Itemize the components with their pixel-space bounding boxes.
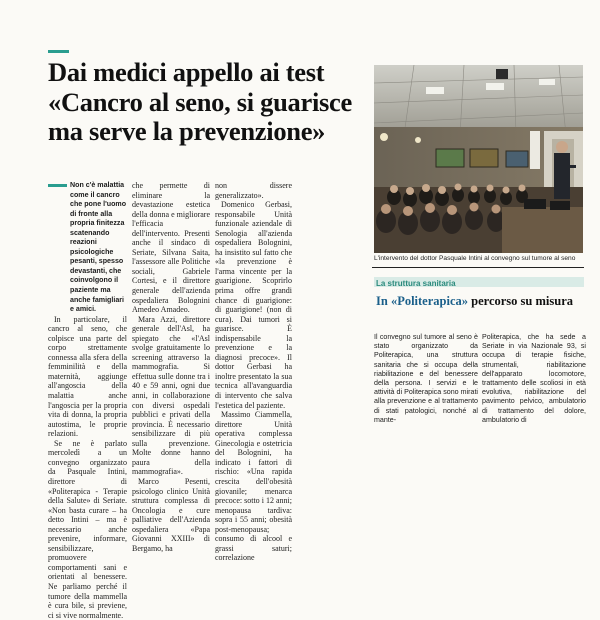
- sidebar-divider: [372, 267, 584, 268]
- sidebar-paragraph: Il convegno sul tumore al seno è stato organizzato da Politerapica, una struttura sanitaria che si occupa della riabilitazione e del benessere della persona. I servizi e le attività di Politerapica sono mirati alla prevenzione e al trattamento di stati patologici, nonché al mante-: [374, 333, 478, 424]
- sidebar-column-1: [374, 333, 478, 424]
- photo-caption: L'intervento del dottor Pasquale Intini al convegno sul tumore al seno: [374, 255, 576, 262]
- sidebar-title-rest: percorso su misura: [468, 294, 573, 308]
- headline-line-3: ma serve la prevenzione»: [48, 116, 326, 146]
- article-standfirst: Non c'è malattia come il cancro che pone l'uomo di fronte alla propria finitezza scatenando reazioni psicologiche pesanti, spesso devastanti, che coinvolgono il paziente ma anche famigliari e amici.: [70, 181, 127, 314]
- sidebar-paragraph: Politerapica, che ha sede a Seriate in via Nazionale 93, si occupa di terapie fisiche, strumentali, riabilitazione dell'apparato locomotore, trattamento delle scoliosi in età evolutiva, riabilitazione del pavimento pelvico, ambulatorio di trattamento del dolore, ambulatorio di: [482, 333, 586, 424]
- sidebar-column-2: [482, 333, 586, 424]
- conference-photo-image: [374, 65, 583, 253]
- headline-line-1: Dai medici appello ai test: [48, 57, 325, 87]
- article-column-3: [215, 181, 292, 563]
- sidebar-label: La struttura sanitaria: [376, 279, 456, 288]
- conference-photo: [374, 65, 583, 253]
- headline-line-2: «Cancro al seno, si guarisce: [48, 86, 352, 117]
- sidebar-title-highlight: In «Politerapica»: [376, 294, 469, 308]
- article-paragraph: Mara Azzi, direttore generale dell'Asl, ha spiegato che «l'Asl svolge gratuitamente lo screening attraverso la mammografia. Si effettua sulle donne tra i 40 e 59 anni, ogni due anni, in collaborazione con diversi ospedali pubblici e privati della provincia. È necessario sensibilizzare di più sulla prevenzione. Molte donne hanno paura della mammografia».: [132, 314, 210, 477]
- article-paragraph: Domenico Gerbasi, responsabile Unità funzionale aziendale di Senologia all'azienda ospedaliera Bolognini, ha insistito sul fatto che «la prevenzione è l'arma vincente per la guarigione. Scoprirlo prima offre grandi chance di guarigione: di guarigione! (non di cura). Dai tumori si guarisce. È indispensabile la prevenzione e la diagnosi precoce». Il dottor Gerbasi ha inoltre presentato la sua tecnica all'avanguardia di intervento che salva l'estetica del paziente.: [215, 200, 292, 410]
- article-paragraph: che permette di eliminare la devastazione estetica della donna e migliorare l'efficacia dell'intervento. Presenti anche il sindaco di Seriate, Silvana Saita, l'assessore alle Politiche sociali, Gabriele Cortesi, e il direttore generale dell'azienda ospedaliera Bolognini Amedeo Amadeo.: [132, 181, 210, 315]
- article-headline: [48, 58, 370, 147]
- article-paragraph: In particolare, il cancro al seno, che colpisce una parte del corpo strettamente connessa alla sfera della femminilità e della maternità, aggiunge all'angoscia della malattia anche l'angoscia per la propria vita di donna, la propria autostima, le proprie relazioni.: [48, 314, 127, 439]
- article-paragraph: Se ne è parlato mercoledì a un convegno organizzato da Pasquale Intini, direttore di «Politerapica - Terapie della Salute» di Seriate. «Non basta curare – ha detto Intini – ma è necessario anche prevenire, informare, sensibilizzare, promuovere comportamenti sani e orientati al benessere. Ne parliamo perché il tumore della mammella è cura bile, si previene, ci si vive normalmente.: [48, 438, 127, 620]
- article-paragraph: Massimo Ciammella, direttore Unità operativa complessa Ginecologia e ostetricia del Bolognini, ha indicato i fattori di rischio: «Una rapida crescita dell'obesità giovanile; menarca precoce: sotto i 12 anni; menopausa tardiva: sopra i 55 anni; obesità post-menopausa; consumo di alcool e grassi saturi; correlazione: [215, 410, 292, 563]
- article-column-2: [132, 181, 210, 553]
- article-paragraph: non dissere generalizzato».: [215, 181, 292, 200]
- article-paragraph: Marco Pesenti, psicologo clinico Unità struttura complessa di Oncologia e cure palliative dell'Azienda ospedaliera «Papa Giovanni XXIII» di Bergamo, ha: [132, 476, 210, 553]
- headline-accent-bar: [48, 50, 69, 53]
- article-column-1: [48, 181, 127, 620]
- sidebar-title: [376, 294, 586, 308]
